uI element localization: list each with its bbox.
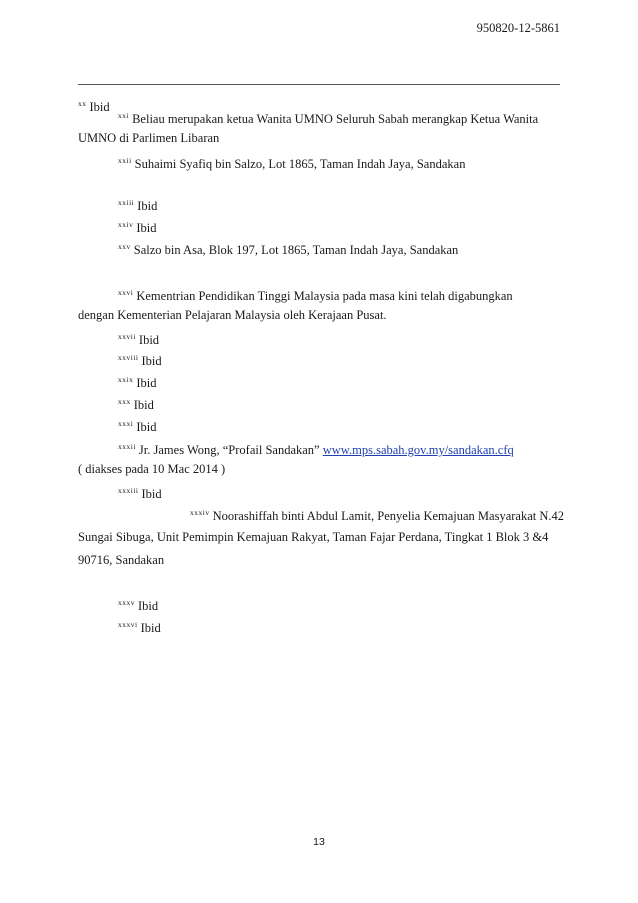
footnote-xxxiv bbox=[190, 505, 564, 524]
footnote-marker: xxxi bbox=[118, 419, 134, 428]
footnote-xxvi bbox=[118, 285, 513, 304]
footnote-text: Suhaimi Syafiq bin Salzo, Lot 1865, Taman Indah Jaya, Sandakan bbox=[134, 157, 466, 171]
header-rule bbox=[78, 84, 560, 85]
footnote-text: Ibid bbox=[141, 487, 162, 501]
footnote-marker: xx bbox=[78, 99, 87, 108]
footnote-continuation: 90716, Sandakan bbox=[78, 553, 165, 567]
footnote-xxxi bbox=[118, 416, 156, 435]
footnote-marker: xxxiii bbox=[118, 486, 139, 495]
footnote-xxiv bbox=[118, 217, 156, 236]
footnote-xxxv bbox=[118, 595, 158, 614]
footnote-marker: xxxiv bbox=[190, 508, 210, 517]
footnote-xxxii bbox=[118, 439, 514, 458]
footnote-marker: xxii bbox=[118, 156, 132, 165]
footnote-xxxvi bbox=[118, 617, 161, 636]
footnote-marker: xxix bbox=[118, 375, 134, 384]
page-header-id: 950820-12-5861 bbox=[476, 21, 560, 35]
footnote-text: Ibid bbox=[138, 333, 160, 347]
footnote-continuation: dengan Kementerian Pelajaran Malaysia oleh Kerajaan Pusat. bbox=[78, 308, 387, 322]
footnote-text: Kementrian Pendidikan Tinggi Malaysia pada masa kini telah digabungkan bbox=[136, 289, 513, 303]
footnote-text: Ibid bbox=[138, 599, 159, 613]
footnote-text: Beliau merupakan ketua Wanita UMNO Seluruh Sabah merangkap Ketua Wanita bbox=[132, 112, 539, 126]
footnote-xxxiii bbox=[118, 483, 162, 502]
footnote-xxv bbox=[118, 239, 458, 258]
footnote-text: Ibid bbox=[133, 398, 154, 412]
page-number: 13 bbox=[313, 836, 325, 848]
footnote-text: Ibid bbox=[89, 100, 110, 114]
footnote-text: Ibid bbox=[136, 221, 157, 235]
footnote-xxix bbox=[118, 372, 156, 391]
footnote-text: Ibid bbox=[137, 199, 158, 213]
footnote-marker: xxxv bbox=[118, 598, 135, 607]
footnote-xxiii bbox=[118, 195, 157, 214]
footnote-continuation: UMNO di Parlimen Libaran bbox=[78, 131, 220, 145]
footnote-marker: xxiii bbox=[118, 198, 135, 207]
footnote-continuation: Sungai Sibuga, Unit Pemimpin Kemajuan Rakyat, Taman Fajar Perdana, Tingkat 1 Blok 3 &4 bbox=[78, 530, 549, 544]
footnote-text: Ibid bbox=[136, 376, 157, 390]
footnote-xxviii bbox=[118, 350, 162, 369]
footnote-marker: xxvi bbox=[118, 288, 134, 297]
footnote-xxi bbox=[118, 108, 538, 127]
footnote-text: Ibid bbox=[141, 354, 162, 368]
footnote-marker: xxx bbox=[118, 397, 131, 406]
footnote-marker: xxviii bbox=[118, 353, 139, 362]
footnote-xx bbox=[78, 96, 110, 115]
footnote-text: Ibid bbox=[140, 621, 161, 635]
footnote-marker: xxiv bbox=[118, 220, 134, 229]
footnote-marker: xxxii bbox=[118, 442, 136, 451]
footnote-marker: xxxvi bbox=[118, 620, 138, 629]
footnote-text: Ibid bbox=[136, 420, 157, 434]
footnote-marker: xxi bbox=[118, 111, 130, 120]
source-link[interactable]: www.mps.sabah.gov.my/sandakan.cfq bbox=[322, 443, 514, 457]
footnote-marker: xxv bbox=[118, 242, 131, 251]
footnote-xxx bbox=[118, 394, 154, 413]
footnote-marker: xxvii bbox=[118, 332, 136, 341]
footnote-xxvii bbox=[118, 329, 159, 348]
footnote-text: Jr. James Wong, “Profail Sandakan” bbox=[138, 443, 320, 457]
footnote-xxii bbox=[118, 153, 465, 172]
footnote-continuation: ( diakses pada 10 Mac 2014 ) bbox=[78, 462, 226, 476]
footnote-text: Salzo bin Asa, Blok 197, Lot 1865, Taman Indah Jaya, Sandakan bbox=[133, 243, 459, 257]
footnote-text: Noorashiffah binti Abdul Lamit, Penyelia Kemajuan Masyarakat N.42 bbox=[212, 509, 565, 523]
